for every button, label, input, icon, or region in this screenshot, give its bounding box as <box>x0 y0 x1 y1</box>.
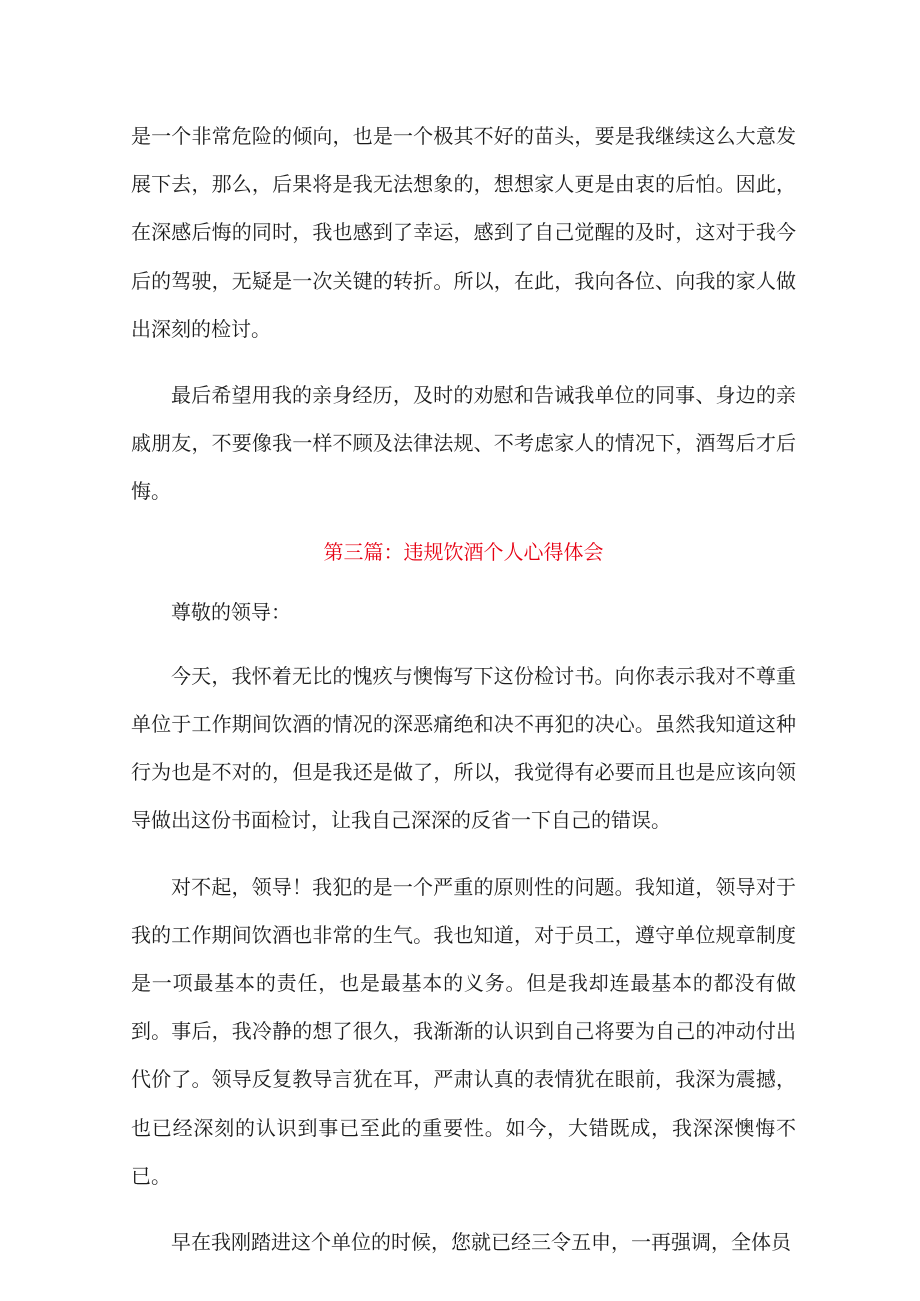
paragraph-continuation: 是一个非常危险的倾向，也是一个极其不好的苗头，要是我继续这么大意发展下去，那么，后果将是我无法想象的，想想家人更是由衷的后怕。因此，在深感后悔的同时，我也感到了幸运，感到了自己觉醒的及时，这对于我今后的驾驶，无疑是一次关键的转折。所以，在此，我向各位、向我的家人做出深刻的检讨。 <box>131 124 796 341</box>
paragraph-spacer <box>131 353 796 371</box>
paragraph-closing-wish: 最后希望用我的亲身经历，及时的劝慰和告诫我单位的同事、身边的亲戚朋友，不要像我一样不顾及法律法规、不考虑家人的情况下，酒驾后才后悔。 <box>131 383 796 504</box>
paragraph-introduction: 今天，我怀着无比的愧疚与懊悔写下这份检讨书。向你表示我对不尊重单位于工作期间饮酒的情况的深恶痛绝和决不再犯的决心。虽然我知道这种行为也是不对的，但是我还是做了，所以，我觉得有必要而且也是应该向领导做出这份书面检讨，让我自己深深的反省一下自己的错误。 <box>131 663 796 833</box>
paragraph-apology: 对不起，领导！我犯的是一个严重的原则性的问题。我知道，领导对于我的工作期间饮酒也非常的生气。我也知道，对于员工，遵守单位规章制度是一项最基本的责任，也是最基本的义务。但是我却连最基本的都没有做到。事后，我冷静的想了很久，我渐渐的认识到自己将要为自己的冲动付出代价了。领导反复教导言犹在耳，严肃认真的表情犹在眼前，我深为震撼，也已经深刻的认识到事已至此的重要性。如今，大错既成，我深深懊悔不已。 <box>131 874 796 1188</box>
section-heading: 第三篇：违规饮酒个人心得体会 <box>323 539 604 564</box>
document-body <box>131 112 796 1266</box>
salutation: 尊敬的领导： <box>171 599 291 624</box>
paragraph-spacer <box>131 845 796 863</box>
paragraph-spacer <box>131 636 796 652</box>
paragraph-background: 早在我刚踏进这个单位的时候，您就已经三令五申，一再强调，全体员 <box>171 1230 791 1255</box>
paragraph-spacer <box>131 1200 796 1218</box>
